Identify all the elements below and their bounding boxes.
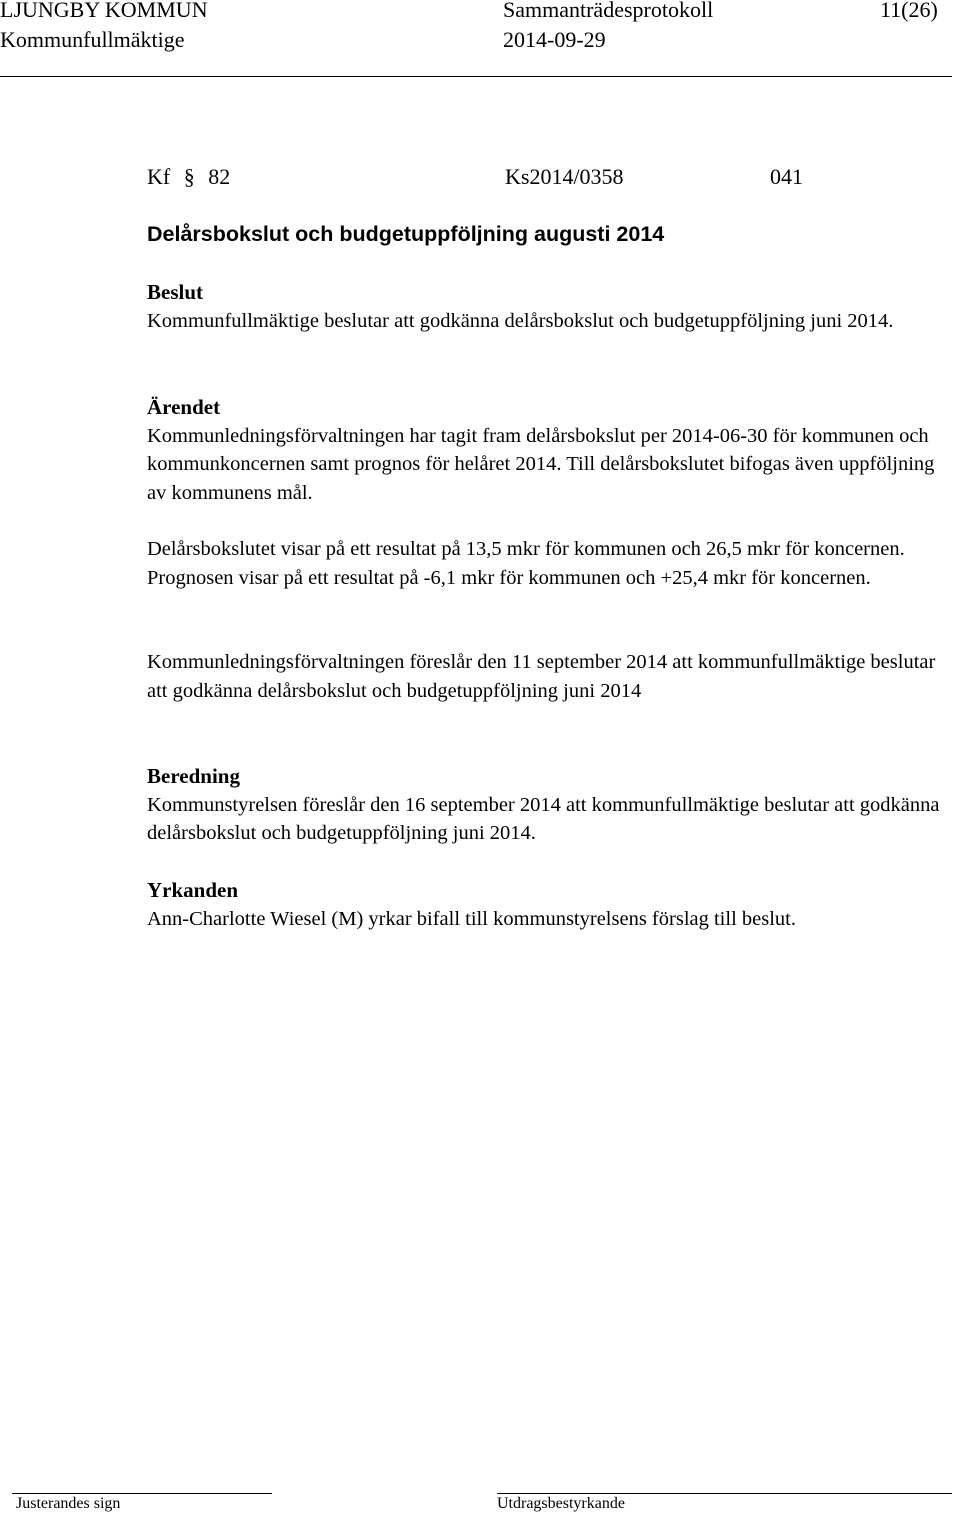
arendet-paragraph-2: Delårsbokslutet visar på ett resultat på 13,5 mkr för kommunen och 26,5 mkr för koncernen. Prognosen visar på ett resultat på -6,1 mkr för kommunen och +25,4 mkr för koncernen. xyxy=(147,538,905,589)
paragraph-symbol: § xyxy=(183,164,195,189)
section-text-beslut: Kommunfullmäktige beslutar att godkänna delårsbokslut och budgetuppföljning juni 2014. xyxy=(147,309,894,332)
section-heading-beslut: Beslut xyxy=(147,280,204,304)
section-text-beredning: Kommunstyrelsen föreslår den 16 september 2014 att kommunfullmäktige beslutar att godkänna delårsbokslut och budgetuppföljning juni 2014. xyxy=(147,793,940,844)
case-title: Delårsbokslut och budgetuppföljning augusti 2014 xyxy=(147,222,665,246)
arendet-paragraph-1: Kommunledningsförvaltningen har tagit fram delårsbokslut per 2014-06-30 för kommunen och kommunkoncernen samt prognos för helåret 2014. Till delårsbokslutet bifogas även uppföljning av kommunens mål. xyxy=(147,424,935,504)
municipality-name: LJUNGBY KOMMUN xyxy=(0,0,208,22)
arendet-paragraph-3-block xyxy=(147,648,947,705)
certification-line xyxy=(497,1493,952,1494)
section-yrkanden xyxy=(147,876,947,933)
certification-label: Utdragsbestyrkande xyxy=(497,1495,625,1512)
paragraph-number: 82 xyxy=(208,164,231,189)
section-arendet xyxy=(147,393,947,507)
diarie-number: Ks2014/0358 xyxy=(505,164,624,189)
section-beslut xyxy=(147,278,947,335)
section-heading-arendet: Ärendet xyxy=(147,395,221,419)
arendet-paragraph-2-block xyxy=(147,535,947,592)
assembly-name: Kommunfullmäktige xyxy=(0,27,185,52)
section-heading-beredning: Beredning xyxy=(147,764,240,788)
paragraph-prefix: Kf xyxy=(147,164,171,189)
document-type: Sammanträdesprotokoll xyxy=(503,0,714,22)
section-heading-yrkanden: Yrkanden xyxy=(147,878,239,902)
signature-label: Justerandes sign xyxy=(16,1495,121,1512)
archive-code: 041 xyxy=(770,164,803,189)
section-text-yrkanden: Ann-Charlotte Wiesel (M) yrkar bifall till kommunstyrelsens förslag till beslut. xyxy=(147,907,796,930)
header-divider xyxy=(0,76,952,77)
paragraph-reference xyxy=(147,164,230,190)
section-beredning xyxy=(147,762,947,848)
meeting-date: 2014-09-29 xyxy=(503,27,606,52)
arendet-paragraph-3: Kommunledningsförvaltningen föreslår den 11 september 2014 att kommunfullmäktige beslutar att godkänna delårsbokslut och budgetuppföljning juni 2014 xyxy=(147,651,936,702)
signature-line xyxy=(12,1493,272,1494)
page-number: 11(26) xyxy=(880,0,938,22)
